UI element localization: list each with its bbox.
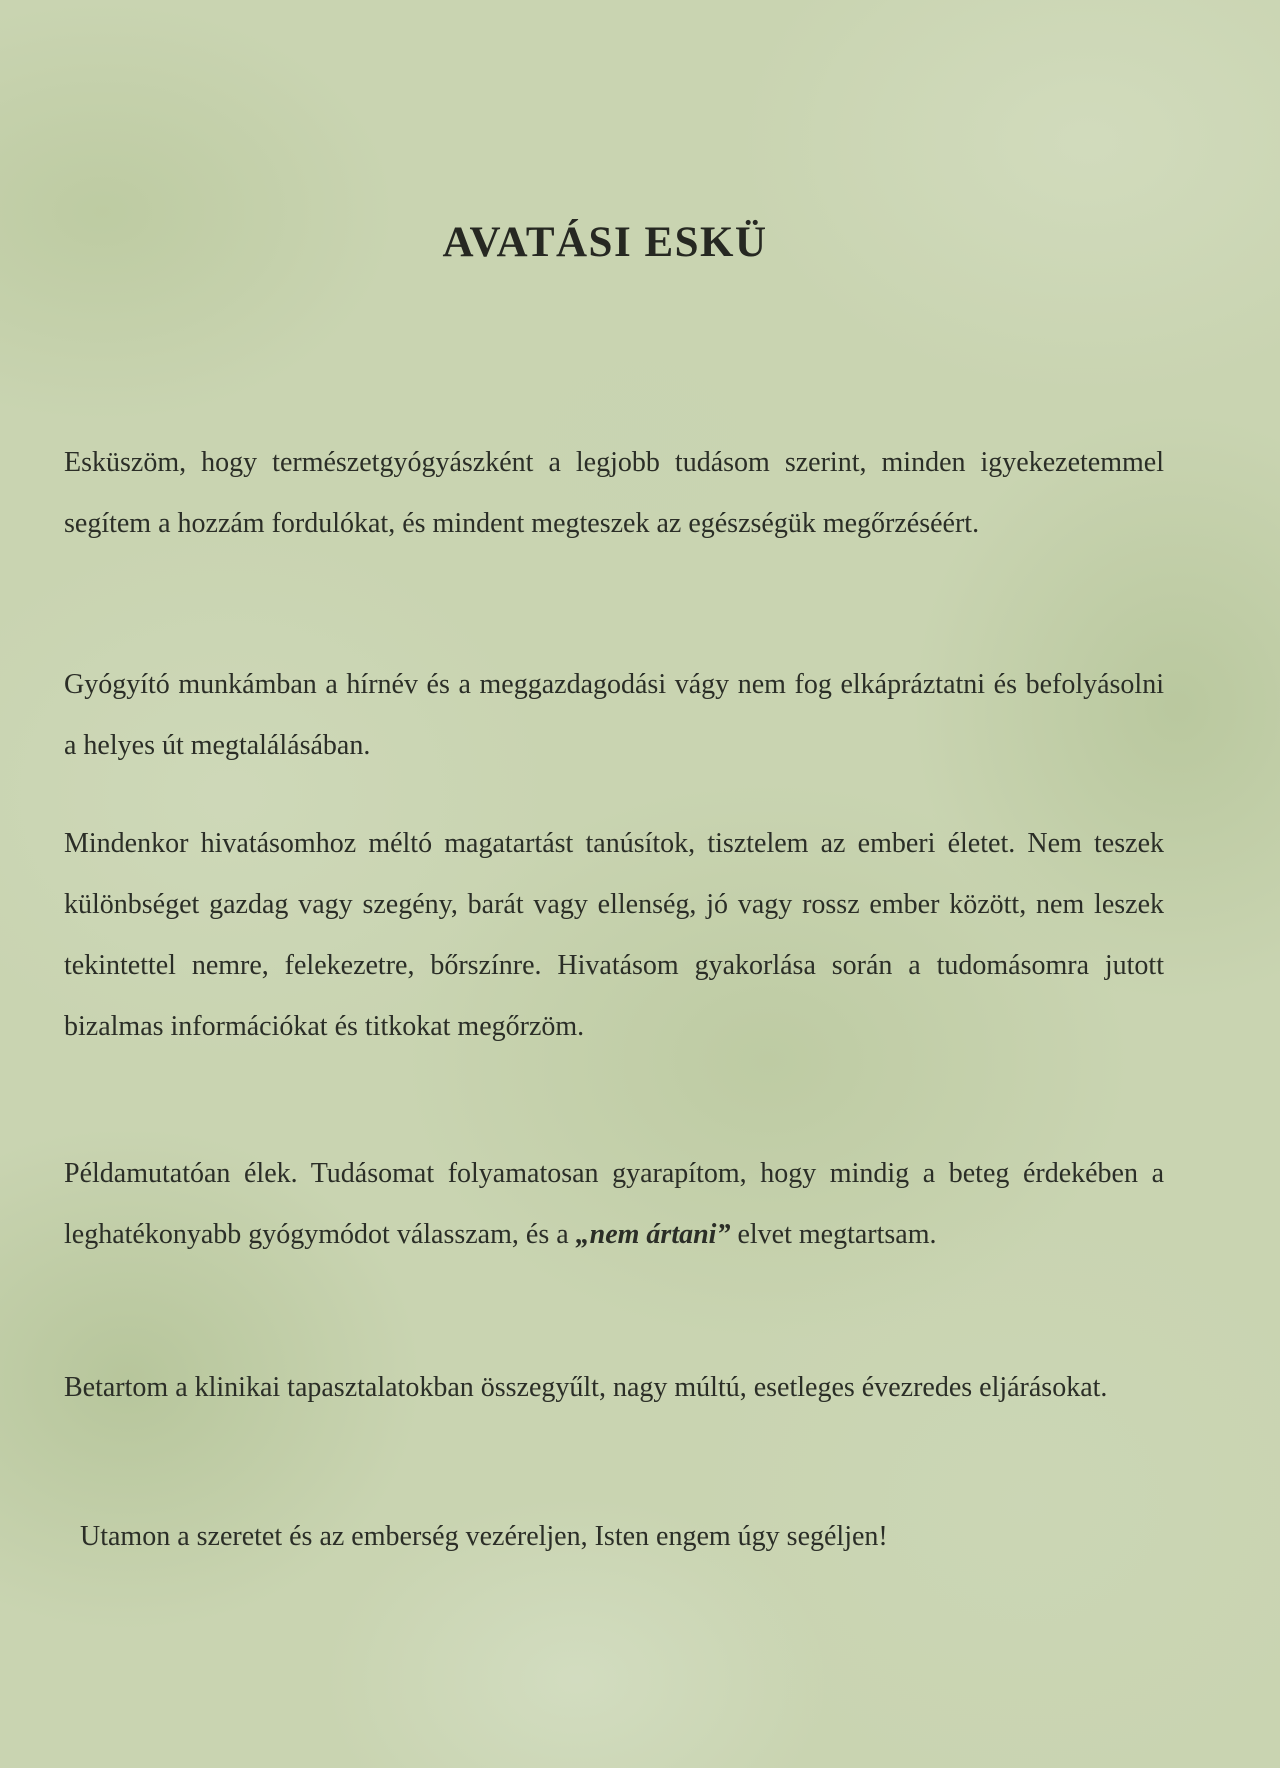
oath-paragraph-3: Mindenkor hivatásomhoz méltó magatartást tanúsítok, tisztelem az emberi életet. Nem teszek különbséget gazdag vagy szegény, barát vagy ellenség, jó vagy rossz ember között, nem leszek tekintettel nemre, felekezetre, bőrszínre. Hivatásom gyakorlása során a tudomásomra jutott bizalmas információkat és titkokat megőrzöm. — [64, 828, 1164, 1042]
page-title: AVATÁSI ESKÜ — [442, 219, 768, 266]
oath-paragraph-4-text-after: elvet megtartsam. — [730, 1219, 937, 1250]
oath-paragraph-2: Gyógyító munkámban a hírnév és a meggazdagodási vágy nem fog elkápráztatni és befolyásolni a helyes út megtalálásában. — [64, 669, 1164, 761]
oath-paragraph-4 — [64, 1143, 1164, 1265]
oath-paragraph-5: Betartom a klinikai tapasztalatokban összegyűlt, nagy múltú, esetleges évezredes eljárásokat. — [64, 1372, 1108, 1403]
emphasis-nem-artani: „nem ártani” — [575, 1219, 731, 1250]
oath-paragraph-6: Utamon a szeretet és az emberség vezéreljen, Isten engem úgy segéljen! — [80, 1521, 888, 1552]
oath-paragraph-4-text-before: Példamutatóan élek. Tudásomat folyamatosan gyarapítom, hogy mindig a beteg érdekében a leghatékonyabb gyógymódot válasszam, és a — [64, 1158, 1164, 1250]
oath-paragraph-1: Esküszöm, hogy természetgyógyászként a legjobb tudásom szerint, minden igyekezetemmel segítem a hozzám fordulókat, és mindent megteszek az egészségük megőrzéséért. — [64, 447, 1164, 539]
